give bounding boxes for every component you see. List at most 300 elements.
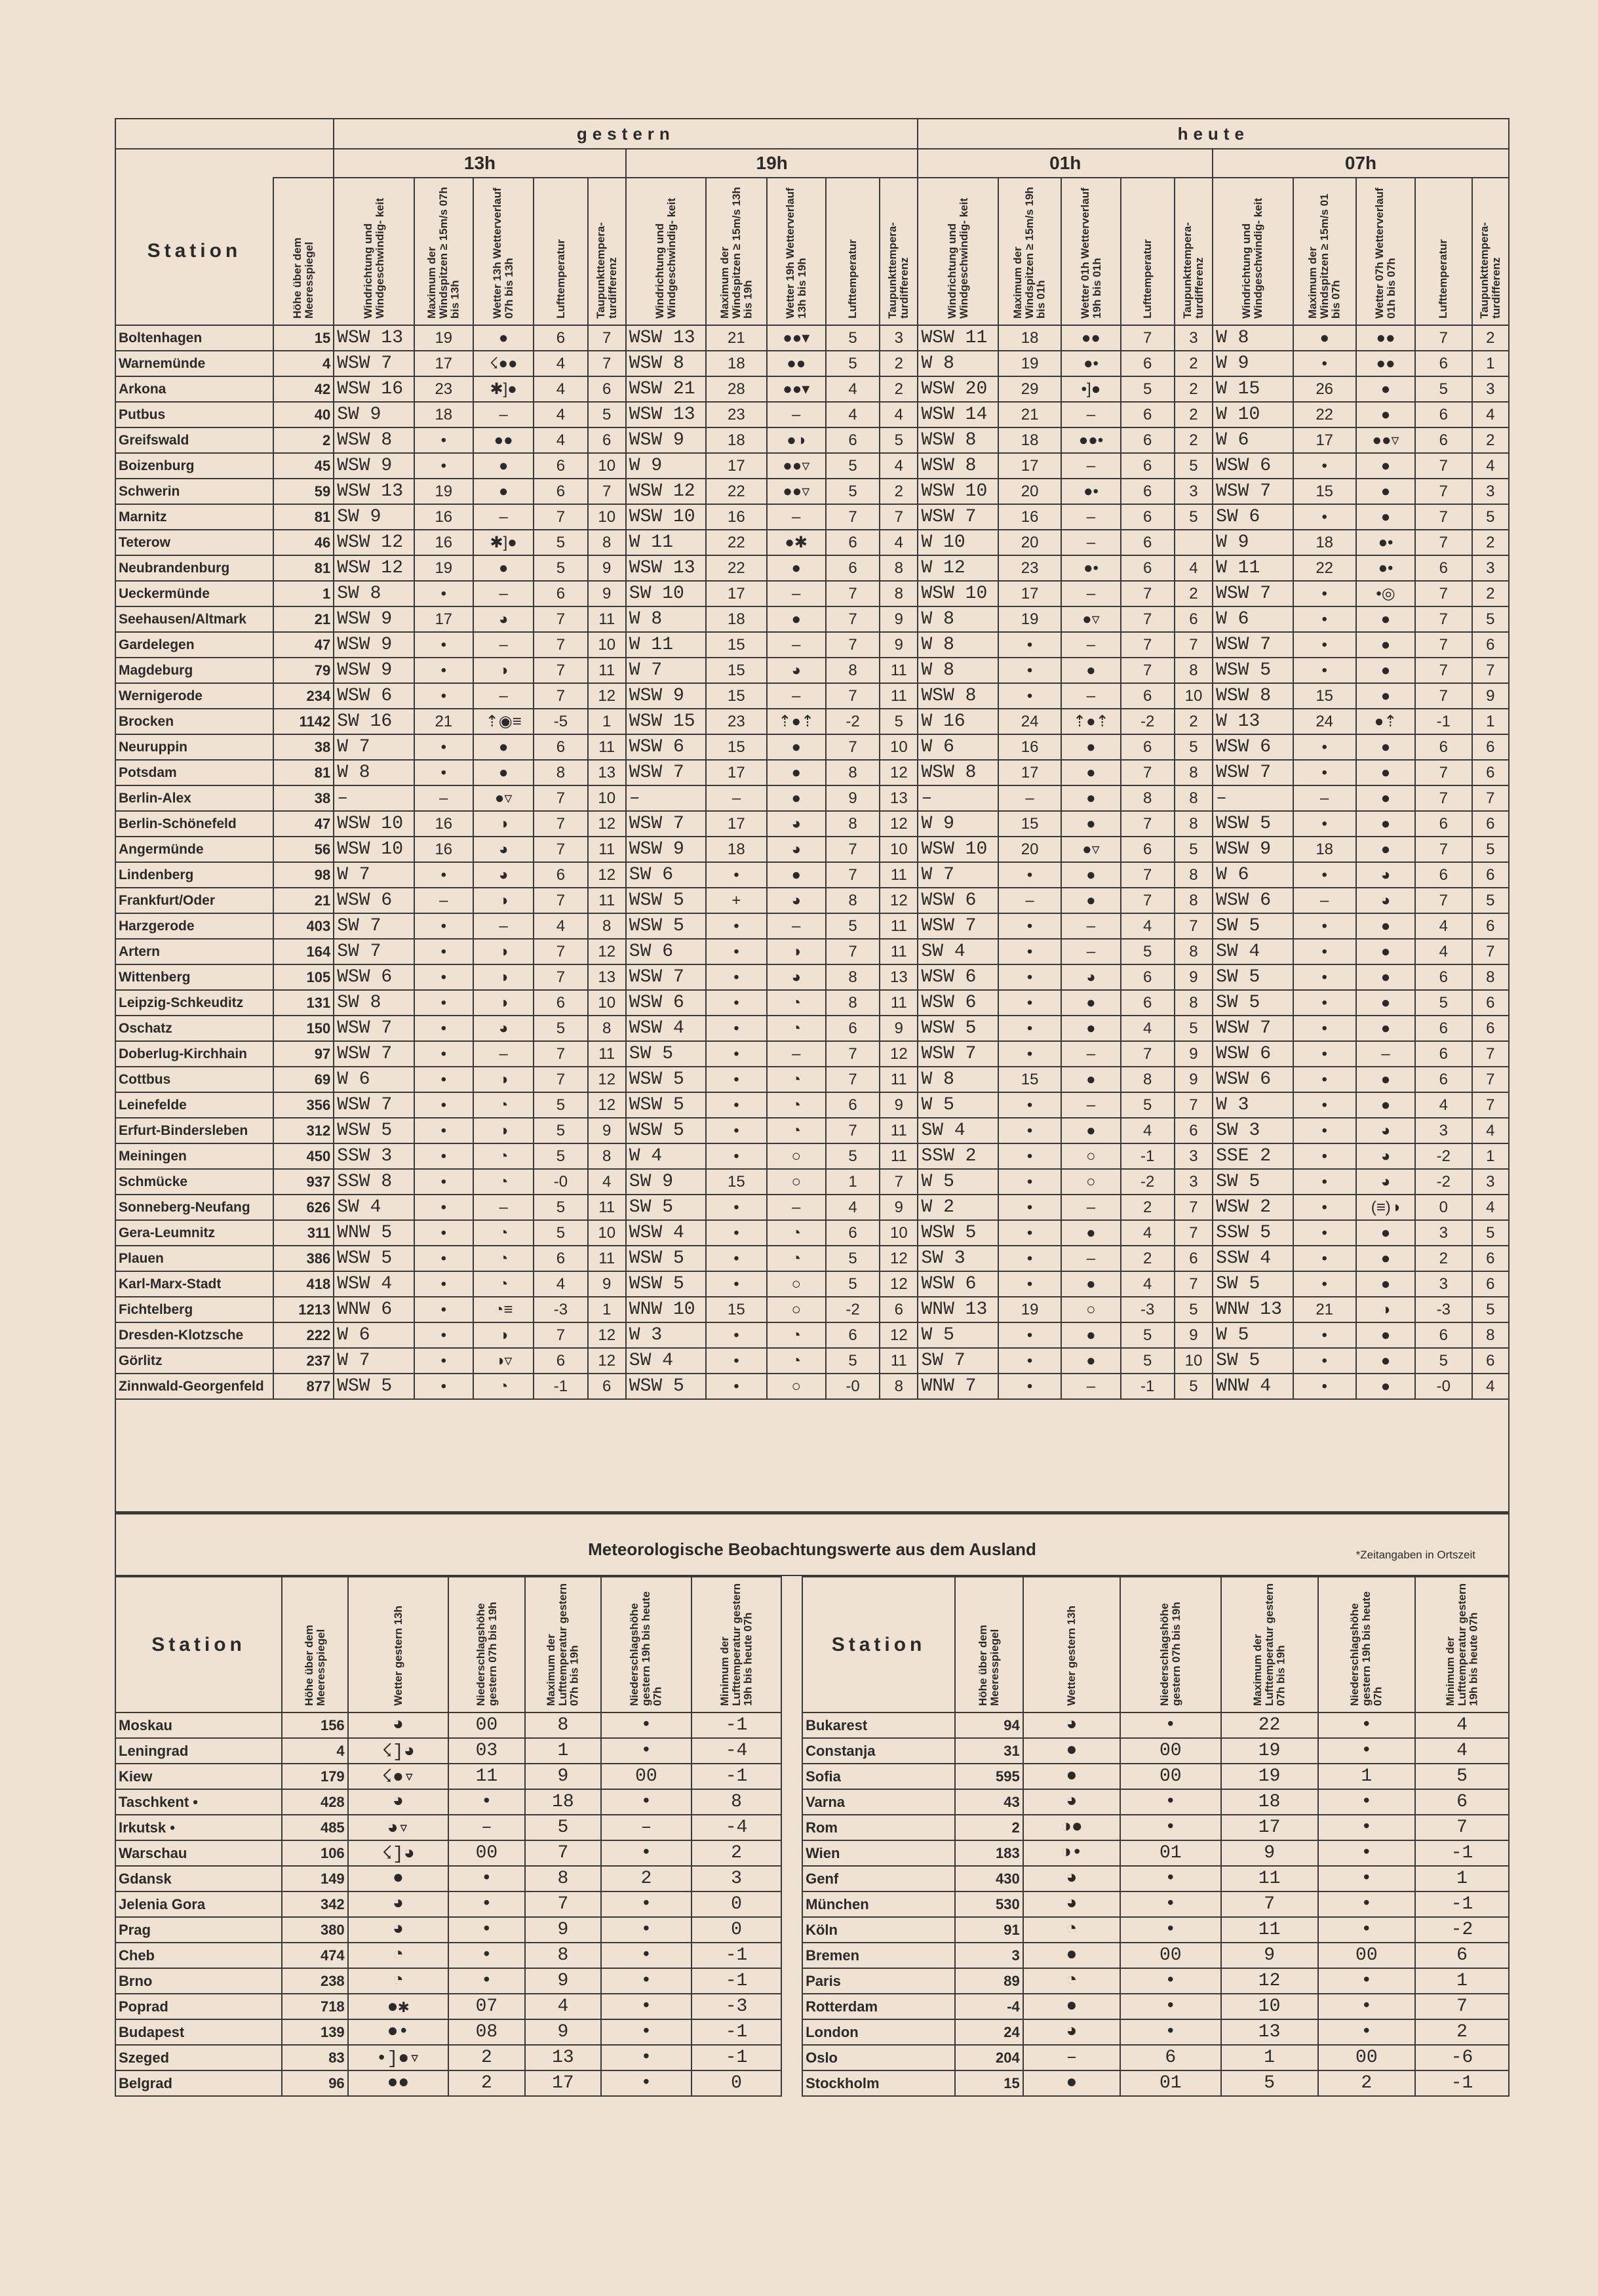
- wind-cell: WSW 13: [626, 402, 706, 427]
- gust-cell: •: [998, 632, 1061, 658]
- table-row: [115, 632, 1509, 658]
- temp-cell: 0: [1415, 1195, 1471, 1220]
- wind-cell: WSW 7: [334, 351, 414, 376]
- gust-cell: •: [706, 1016, 766, 1041]
- temp-cell: 5: [826, 1271, 880, 1297]
- weather-cell: ●: [473, 325, 534, 351]
- station-height: 131: [273, 990, 334, 1016]
- wind-cell: W 5: [918, 1092, 998, 1118]
- station-height: 485: [282, 1815, 348, 1840]
- gust-cell: •: [706, 1271, 766, 1297]
- gust-cell: 18: [706, 837, 766, 862]
- temp-cell: 6: [1415, 1322, 1471, 1348]
- dewpoint-cell: 9: [880, 606, 918, 632]
- gust-cell: –: [1293, 888, 1356, 913]
- gust-cell: –: [1293, 785, 1356, 811]
- weather-cell: ◕: [1023, 1891, 1120, 1917]
- max-temp-cell: 9: [525, 2019, 601, 2045]
- min-temp-cell: -1: [692, 1968, 782, 1994]
- temp-cell: 7: [1121, 632, 1175, 658]
- wind-cell: WSW 13: [334, 479, 414, 504]
- wind-cell: WSW 7: [334, 1016, 414, 1041]
- gust-cell: 15: [1293, 479, 1356, 504]
- max-temp-cell: 18: [1221, 1789, 1318, 1815]
- precip-day-cell: 6: [1120, 2045, 1221, 2070]
- gust-cell: –: [414, 888, 473, 913]
- table-row: [115, 1143, 1509, 1169]
- dewpoint-cell: 8: [1472, 964, 1510, 990]
- dewpoint-cell: 11: [880, 1143, 918, 1169]
- wind-cell: WSW 9: [626, 837, 706, 862]
- gust-cell: 23: [706, 402, 766, 427]
- wind-cell: WSW 7: [918, 913, 998, 939]
- dewpoint-cell: 8: [588, 1143, 626, 1169]
- wind-cell: WSW 6: [334, 888, 414, 913]
- gust-cell: 22: [706, 530, 766, 555]
- column-separator: [781, 1577, 802, 1712]
- wind-cell: SSW 4: [1213, 1246, 1293, 1271]
- weather-cell: ●: [1356, 913, 1415, 939]
- temp-cell: 5: [1121, 376, 1175, 402]
- table-row: [115, 427, 1509, 453]
- station-height: 237: [273, 1348, 334, 1374]
- gust-cell: •: [1293, 1348, 1356, 1374]
- station-height: 626: [273, 1195, 334, 1220]
- dewpoint-cell: 11: [588, 1195, 626, 1220]
- wind-cell: W 12: [918, 555, 998, 581]
- gust-cell: 19: [998, 1297, 1061, 1322]
- gust-cell: •: [414, 1348, 473, 1374]
- temp-cell: 4: [1121, 913, 1175, 939]
- wind-cell: W 13: [1213, 709, 1293, 734]
- weather-cell: ●: [1061, 811, 1120, 837]
- station-name: Rom: [802, 1815, 955, 1840]
- station-name: Sonneberg-Neufang: [115, 1195, 273, 1220]
- weather-cell: ○: [767, 1374, 826, 1399]
- dewpoint-cell: 1: [588, 709, 626, 734]
- temp-cell: 6: [1415, 402, 1471, 427]
- precip-day-cell: •: [1120, 1968, 1221, 1994]
- dewpoint-cell: 12: [880, 888, 918, 913]
- gust-cell: •: [1293, 913, 1356, 939]
- wind-cell: WSW 10: [334, 837, 414, 862]
- dewpoint-cell: 9: [588, 581, 626, 606]
- temp-cell: 7: [826, 939, 880, 964]
- weather-cell: ●●: [1356, 325, 1415, 351]
- temp-cell: 4: [1415, 1092, 1471, 1118]
- temp-cell: -2: [1415, 1143, 1471, 1169]
- gust-cell: 17: [414, 351, 473, 376]
- temp-cell: 5: [826, 325, 880, 351]
- gust-cell: •: [706, 1067, 766, 1092]
- wind-cell: W 9: [1213, 351, 1293, 376]
- temp-cell: 6: [826, 1220, 880, 1246]
- wind-cell: WSW 7: [626, 964, 706, 990]
- min-temp-cell: 0: [692, 1917, 782, 1943]
- weather-cell: ●: [1356, 453, 1415, 479]
- dewpoint-cell: 11: [880, 658, 918, 683]
- weather-cell: ●: [1356, 632, 1415, 658]
- gust-cell: •: [998, 1374, 1061, 1399]
- station-name: Schwerin: [115, 479, 273, 504]
- wind-cell: WSW 6: [626, 734, 706, 760]
- temp-cell: 4: [1121, 1016, 1175, 1041]
- temp-cell: 6: [1121, 734, 1175, 760]
- temp-cell: 5: [826, 913, 880, 939]
- temp-cell: 5: [826, 453, 880, 479]
- station-height: 156: [282, 1712, 348, 1738]
- foreign-title: Meteorologische Beobachtungswerte aus dem Ausland: [588, 1539, 1036, 1559]
- dewpoint-cell: 10: [588, 785, 626, 811]
- gust-cell: •: [1293, 1016, 1356, 1041]
- wind-cell: SSW 2: [918, 1143, 998, 1169]
- station-height: 4: [282, 1738, 348, 1764]
- dewpoint-cell: 7: [1472, 1092, 1510, 1118]
- right-foreign-col-header: Niederschlagshöhe gestern 19h bis heute 07h: [1318, 1577, 1415, 1712]
- min-temp-cell: 1: [1415, 1866, 1509, 1891]
- gust-cell: 15: [706, 632, 766, 658]
- station-header: Station: [115, 178, 273, 325]
- wind-cell: WSW 10: [918, 479, 998, 504]
- dewpoint-cell: 6: [1472, 1016, 1510, 1041]
- column-separator: [781, 1917, 802, 1943]
- temp-cell: 3: [1415, 1118, 1471, 1143]
- wind-cell: SW 4: [918, 939, 998, 964]
- station-height: 4: [273, 351, 334, 376]
- wind-cell: W 16: [918, 709, 998, 734]
- wind-cell: WSW 12: [626, 479, 706, 504]
- table-row: [115, 1917, 1509, 1943]
- dewpoint-cell: 6: [1472, 990, 1510, 1016]
- dewpoint-cell: 9: [880, 1092, 918, 1118]
- station-name: Leinefelde: [115, 1092, 273, 1118]
- weather-cell: –: [1061, 1374, 1120, 1399]
- max-temp-cell: 9: [525, 1917, 601, 1943]
- wind-cell: WSW 8: [918, 760, 998, 785]
- table-row: [115, 1712, 1509, 1738]
- table-row: [115, 606, 1509, 632]
- weather-cell: –: [473, 581, 534, 606]
- gust-cell: •: [414, 1143, 473, 1169]
- gust-cell: 18: [706, 351, 766, 376]
- gust-cell: 15: [706, 734, 766, 760]
- dewpoint-cell: 3: [880, 325, 918, 351]
- weather-cell: ●: [1356, 1220, 1415, 1246]
- dewpoint-cell: 8: [1175, 658, 1213, 683]
- max-temp-cell: 8: [525, 1866, 601, 1891]
- gust-cell: 20: [998, 530, 1061, 555]
- wind-cell: WSW 7: [626, 811, 706, 837]
- wind-cell: WSW 8: [626, 351, 706, 376]
- weather-cell: ●: [1356, 760, 1415, 785]
- gust-cell: •: [1293, 1374, 1356, 1399]
- station-height: 38: [273, 785, 334, 811]
- weather-cell: ◕: [767, 964, 826, 990]
- table-row: [115, 2019, 1509, 2045]
- weather-cell: ◕: [348, 1789, 449, 1815]
- station-name: Köln: [802, 1917, 955, 1943]
- dewpoint-cell: 6: [1472, 811, 1510, 837]
- precip-night-cell: •: [1318, 1968, 1415, 1994]
- table-row: [115, 1866, 1509, 1891]
- time-01h: 01h: [918, 149, 1213, 178]
- station-height: 24: [955, 2019, 1023, 2045]
- dewpoint-cell: 5: [1472, 837, 1510, 862]
- wind-cell: WSW 21: [626, 376, 706, 402]
- dewpoint-cell: 7: [1175, 1092, 1213, 1118]
- gust-cell: •: [998, 1169, 1061, 1195]
- weather-cell: –: [767, 504, 826, 530]
- weather-cell: ●◑: [767, 427, 826, 453]
- min-temp-cell: 7: [1415, 1815, 1509, 1840]
- wind-cell: W 7: [334, 734, 414, 760]
- gust-cell: 21: [706, 325, 766, 351]
- station-name: Moskau: [115, 1712, 282, 1738]
- dewpoint-cell: 1: [1472, 709, 1510, 734]
- gust-cell: •: [706, 1246, 766, 1271]
- dewpoint-cell: 13: [588, 760, 626, 785]
- precip-day-cell: 2: [448, 2045, 524, 2070]
- precip-night-cell: •: [1318, 2019, 1415, 2045]
- station-height: 380: [282, 1917, 348, 1943]
- gust-cell: 21: [1293, 1297, 1356, 1322]
- wind-cell: W 11: [626, 530, 706, 555]
- weather-cell: ◔: [767, 1220, 826, 1246]
- wind-cell: SW 7: [918, 1348, 998, 1374]
- gust-cell: •: [706, 1195, 766, 1220]
- station-name: Seehausen/Altmark: [115, 606, 273, 632]
- precip-night-cell: •: [601, 1712, 692, 1738]
- station-height: 38: [273, 734, 334, 760]
- temp-cell: 7: [1415, 632, 1471, 658]
- wind-cell: WSW 10: [626, 504, 706, 530]
- table-row: [115, 325, 1509, 351]
- weather-cell: •]●: [1061, 376, 1120, 402]
- precip-day-cell: 01: [1120, 2070, 1221, 2096]
- gust-cell: 18: [998, 427, 1061, 453]
- precip-day-cell: 00: [1120, 1943, 1221, 1968]
- weather-cell: ●: [1061, 1118, 1120, 1143]
- gust-cell: 17: [998, 453, 1061, 479]
- weather-cell: ◑: [473, 1118, 534, 1143]
- wind-cell: WSW 20: [918, 376, 998, 402]
- dewpoint-cell: 10: [588, 504, 626, 530]
- precip-night-cell: •: [1318, 1866, 1415, 1891]
- station-name: Berlin-Schönefeld: [115, 811, 273, 837]
- gust-cell: •: [998, 1092, 1061, 1118]
- temp-cell: 7: [1415, 760, 1471, 785]
- weather-cell: –: [1061, 1041, 1120, 1067]
- temp-cell: 3: [1415, 1220, 1471, 1246]
- weather-cell: ●: [767, 760, 826, 785]
- wind-cell: SW 10: [626, 581, 706, 606]
- max-temp-cell: 13: [525, 2045, 601, 2070]
- temp-cell: 8: [826, 964, 880, 990]
- precip-night-cell: –: [601, 1815, 692, 1840]
- temp-cell: 6: [534, 734, 587, 760]
- precip-day-cell: 00: [448, 1712, 524, 1738]
- dewpoint-cell: 5: [880, 709, 918, 734]
- dewpoint-cell: 7: [1175, 1195, 1213, 1220]
- weather-cell: ◕: [348, 1891, 449, 1917]
- weather-cell: ◑: [473, 658, 534, 683]
- weather-cell: –: [767, 581, 826, 606]
- station-height: 43: [955, 1789, 1023, 1815]
- temp-cell: 7: [826, 606, 880, 632]
- precip-day-cell: 11: [448, 1764, 524, 1789]
- weather-cell: ◑: [473, 1067, 534, 1092]
- station-name: Neubrandenburg: [115, 555, 273, 581]
- min-temp-cell: 7: [1415, 1994, 1509, 2019]
- dewpoint-cell: 11: [880, 1118, 918, 1143]
- gust-cell: 16: [414, 504, 473, 530]
- gust-cell: •: [706, 862, 766, 888]
- wind-cell: SW 5: [1213, 913, 1293, 939]
- gust-cell: •: [414, 427, 473, 453]
- wind-cell: W 7: [334, 862, 414, 888]
- gust-cell: •: [706, 1092, 766, 1118]
- left-foreign-col-header: Maximum der Lufttemperatur gestern 07h bis 19h: [525, 1577, 601, 1712]
- weather-cell: –: [1061, 1195, 1120, 1220]
- wind-cell: W 6: [334, 1322, 414, 1348]
- wind-cell: W 6: [1213, 606, 1293, 632]
- gust-cell: •: [1293, 351, 1356, 376]
- dewpoint-cell: 6: [1175, 606, 1213, 632]
- max-temp-cell: 7: [525, 1891, 601, 1917]
- temp-cell: 7: [534, 888, 587, 913]
- dewpoint-cell: 2: [1175, 376, 1213, 402]
- temp-cell: 6: [1121, 402, 1175, 427]
- dewpoint-cell: 8: [588, 530, 626, 555]
- table-row: [115, 913, 1509, 939]
- gust-cell: •: [706, 939, 766, 964]
- gust-cell: 18: [706, 606, 766, 632]
- temp-cell: 4: [1121, 1271, 1175, 1297]
- weather-cell: ◕: [1356, 862, 1415, 888]
- station-height: 42: [273, 376, 334, 402]
- wind-cell: W 2: [918, 1195, 998, 1220]
- weather-cell: –: [473, 1041, 534, 1067]
- weather-cell: ●: [767, 785, 826, 811]
- temp-cell: 7: [826, 1041, 880, 1067]
- precip-night-cell: •: [1318, 1712, 1415, 1738]
- wind-cell: W 8: [1213, 325, 1293, 351]
- station-height: 96: [282, 2070, 348, 2096]
- weather-cell: ◕: [1061, 964, 1120, 990]
- precip-day-cell: •: [448, 1943, 524, 1968]
- station-height: 69: [273, 1067, 334, 1092]
- column-separator: [781, 1789, 802, 1815]
- temp-cell: 6: [1121, 479, 1175, 504]
- dewpoint-cell: 12: [588, 862, 626, 888]
- dewpoint-cell: 2: [1175, 709, 1213, 734]
- weather-cell: ●: [1061, 1271, 1120, 1297]
- table-row: [115, 1943, 1509, 1968]
- weather-cell: ●: [1061, 760, 1120, 785]
- max-temp-cell: 9: [1221, 1943, 1318, 1968]
- temp-cell: 5: [1415, 1348, 1471, 1374]
- gust-cell: 21: [998, 402, 1061, 427]
- station-name: Harzgerode: [115, 913, 273, 939]
- station-name: Wien: [802, 1840, 955, 1866]
- wind-cell: WSW 6: [918, 990, 998, 1016]
- weather-cell: ◑: [473, 990, 534, 1016]
- c19-col-header: Lufttemperatur: [826, 178, 880, 325]
- dewpoint-cell: 9: [1472, 683, 1510, 709]
- gust-cell: 15: [998, 1067, 1061, 1092]
- temp-cell: 5: [1121, 1322, 1175, 1348]
- temp-cell: -0: [534, 1169, 587, 1195]
- dewpoint-cell: 5: [1472, 504, 1510, 530]
- weather-cell: ●: [1356, 1271, 1415, 1297]
- table-row: [115, 1118, 1509, 1143]
- dewpoint-cell: 11: [588, 1246, 626, 1271]
- temp-cell: -2: [1121, 709, 1175, 734]
- c13-col-header: Windrichtung und Windgeschwindig- keit: [334, 178, 414, 325]
- station-height: 234: [273, 683, 334, 709]
- station-height: -4: [955, 1994, 1023, 2019]
- wind-cell: WSW 7: [1213, 581, 1293, 606]
- dewpoint-cell: 12: [588, 1322, 626, 1348]
- dewpoint-cell: 5: [1175, 453, 1213, 479]
- dewpoint-cell: 8: [1472, 1322, 1510, 1348]
- temp-cell: 7: [1121, 888, 1175, 913]
- wind-cell: W 8: [334, 760, 414, 785]
- c13-col-header: Lufttemperatur: [534, 178, 587, 325]
- station-height: 311: [273, 1220, 334, 1246]
- weather-cell: ●: [1356, 658, 1415, 683]
- temp-cell: 5: [534, 555, 587, 581]
- weather-cell: (≡)◑: [1356, 1195, 1415, 1220]
- table-row: [115, 1764, 1509, 1789]
- dewpoint-cell: 3: [1175, 325, 1213, 351]
- gust-cell: 19: [414, 325, 473, 351]
- station-name: Wittenberg: [115, 964, 273, 990]
- gust-cell: 16: [998, 734, 1061, 760]
- wind-cell: WSW 5: [626, 1246, 706, 1271]
- max-temp-cell: 11: [1221, 1866, 1318, 1891]
- temp-cell: 4: [534, 1271, 587, 1297]
- temp-cell: 7: [1415, 325, 1471, 351]
- temp-cell: 7: [534, 658, 587, 683]
- temp-cell: -1: [1121, 1143, 1175, 1169]
- weather-cell: ◕: [767, 658, 826, 683]
- dewpoint-cell: 11: [880, 1348, 918, 1374]
- right-foreign-col-header: Station: [802, 1577, 955, 1712]
- station-name: Lindenberg: [115, 862, 273, 888]
- max-temp-cell: 4: [525, 1994, 601, 2019]
- weather-cell: ◕: [767, 888, 826, 913]
- dewpoint-cell: 5: [1472, 888, 1510, 913]
- weather-cell: ●•: [348, 2019, 449, 2045]
- weather-cell: ◔: [348, 1943, 449, 1968]
- wind-cell: WSW 7: [1213, 632, 1293, 658]
- wind-cell: WSW 5: [626, 1118, 706, 1143]
- dewpoint-cell: 5: [588, 402, 626, 427]
- station-name: Arkona: [115, 376, 273, 402]
- wind-cell: W 10: [918, 530, 998, 555]
- temp-cell: 8: [826, 888, 880, 913]
- temp-cell: 7: [1415, 504, 1471, 530]
- station-name: Poprad: [115, 1994, 282, 2019]
- temp-cell: -1: [1415, 709, 1471, 734]
- gust-cell: 17: [706, 811, 766, 837]
- station-height: 91: [955, 1917, 1023, 1943]
- station-height: 530: [955, 1891, 1023, 1917]
- gust-cell: 20: [998, 479, 1061, 504]
- gust-cell: •: [1293, 862, 1356, 888]
- station-height: 2: [273, 427, 334, 453]
